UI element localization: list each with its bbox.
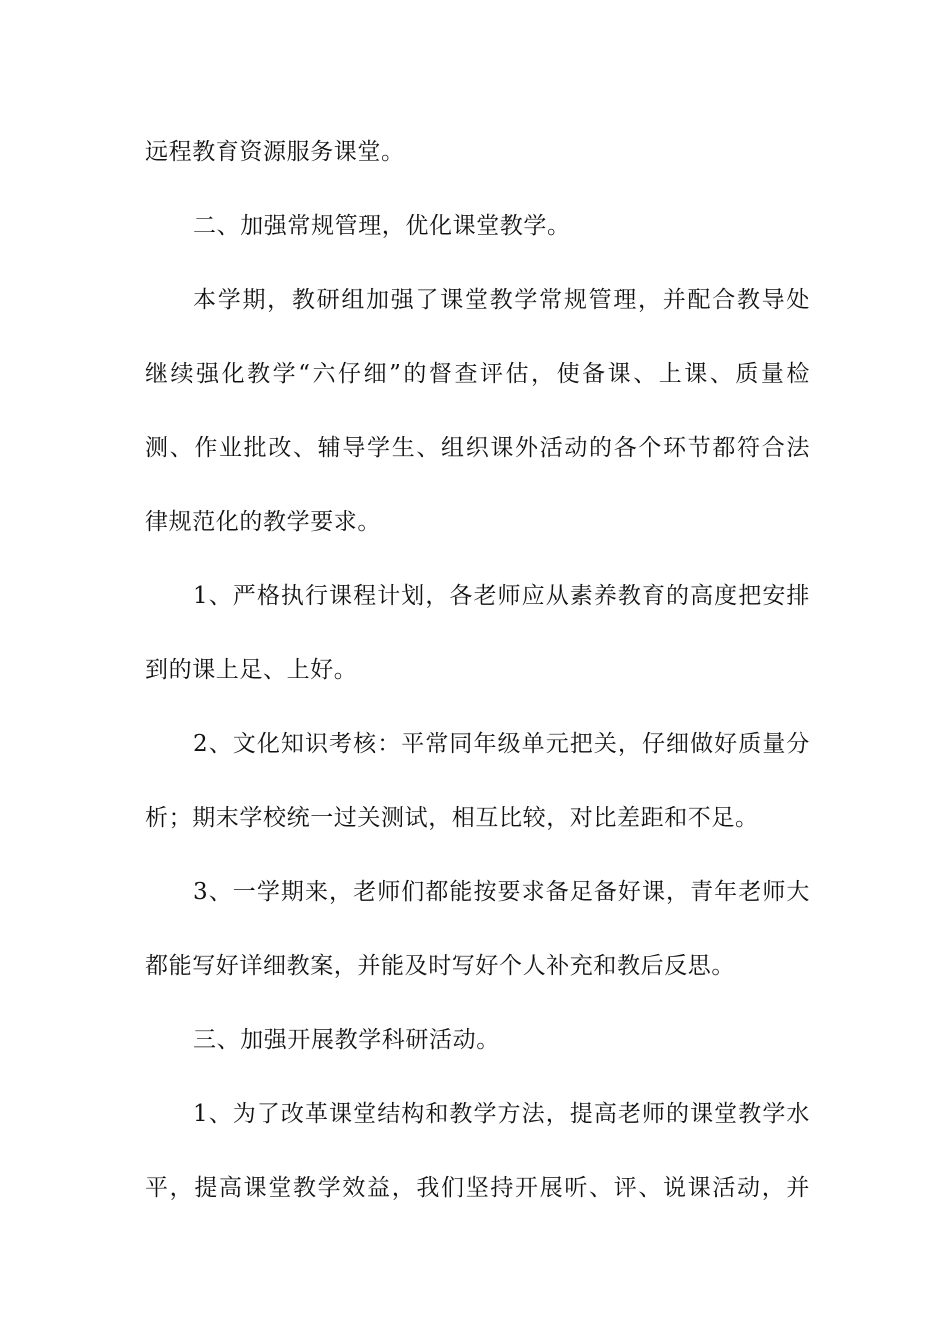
list-item-text: 2、文化知识考核：平常同年级单元把关，仔细做好质量分	[193, 731, 810, 757]
text-line: 测、作业批改、辅导学生、组织课外活动的各个环节都符合法	[145, 435, 810, 461]
text-line: 到的课上足、上好。	[145, 657, 358, 683]
text-line: 析；期末学校统一过关测试，相互比较，对比差距和不足。	[145, 805, 759, 831]
list-item-text: 3、一学期来，老师们都能按要求备足备好课，青年老师大	[193, 879, 810, 905]
text-line: 远程教育资源服务课堂。	[145, 139, 405, 165]
list-item-text: 1、为了改革课堂结构和教学方法，提高老师的课堂教学水	[193, 1101, 810, 1127]
text-line: 平，提高课堂教学效益，我们坚持开展听、评、说课活动，并	[145, 1175, 810, 1201]
section-heading: 三、加强开展教学科研活动。	[193, 1027, 500, 1053]
text-line: 都能写好详细教案，并能及时写好个人补充和教后反思。	[145, 953, 735, 979]
text-line: 律规范化的教学要求。	[145, 509, 381, 535]
text-line: 继续强化教学“六仔细”的督查评估，使备课、上课、质量检	[145, 361, 810, 387]
list-item-text: 1、严格执行课程计划，各老师应从素养教育的高度把安排	[193, 583, 810, 609]
text-line: 本学期，教研组加强了课堂教学常规管理，并配合教导处	[193, 287, 810, 313]
section-heading: 二、加强常规管理，优化课堂教学。	[193, 213, 571, 239]
